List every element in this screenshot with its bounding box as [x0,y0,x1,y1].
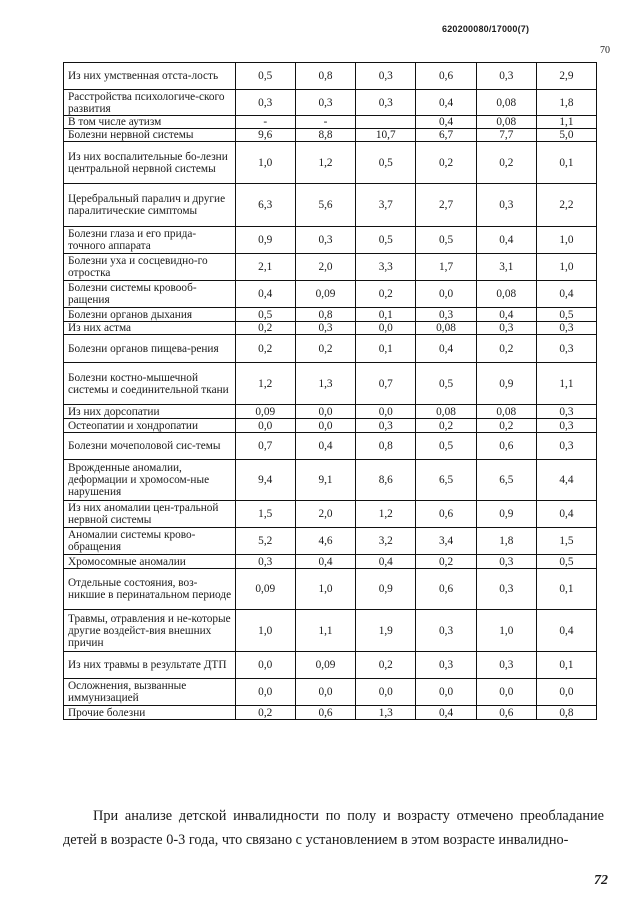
table-row [64,501,597,528]
row-value: 3,7 [356,184,416,227]
row-value: 0,0 [356,405,416,419]
row-value: 0,08 [476,116,536,129]
row-value: 0,08 [476,281,536,308]
row-value: 1,8 [476,528,536,555]
row-value: 8,8 [295,129,355,142]
row-value: 0,3 [416,308,476,322]
row-value: 0,0 [235,419,295,433]
row-value: 0,3 [476,569,536,610]
row-value: 0,3 [476,184,536,227]
row-value: 0,5 [356,227,416,254]
row-value: 2,9 [536,63,596,90]
row-value: 0,1 [536,569,596,610]
row-value: 0,0 [356,322,416,335]
row-value: 1,5 [235,501,295,528]
table-row [64,433,597,460]
row-value: 0,6 [476,433,536,460]
row-value: 0,0 [536,679,596,706]
row-value: 0,2 [476,142,536,184]
page-number: 70 [600,45,610,56]
row-value: 0,5 [416,433,476,460]
row-label: Хромосомные аномалии [64,555,236,569]
row-value: 6,7 [416,129,476,142]
row-value: 2,1 [235,254,295,281]
row-value: 0,2 [476,419,536,433]
row-value: 3,4 [416,528,476,555]
row-value: - [235,116,295,129]
row-label: Из них аномалии цен-тральной нервной системы [64,501,236,528]
row-value: 2,0 [295,254,355,281]
row-value: 9,1 [295,460,355,501]
row-value: 0,5 [416,363,476,405]
row-value: 0,3 [536,433,596,460]
row-label: Травмы, отравления и не-которые другие воздейст-вия внешних причин [64,610,236,652]
row-value: 0,3 [295,227,355,254]
table-row [64,129,597,142]
row-value: 0,4 [536,501,596,528]
row-value: 6,3 [235,184,295,227]
table-row [64,227,597,254]
row-value: 6,5 [416,460,476,501]
row-value: 0,08 [416,405,476,419]
row-value: 0,8 [295,308,355,322]
row-value: 0,3 [476,555,536,569]
row-value: 1,8 [536,90,596,116]
row-value: 2,7 [416,184,476,227]
table-row [64,528,597,555]
row-value: 0,5 [235,63,295,90]
row-value: 0,0 [416,679,476,706]
row-label: Из них травмы в результате ДТП [64,652,236,679]
row-value: 0,9 [476,363,536,405]
row-value: 5,2 [235,528,295,555]
table-row [64,569,597,610]
row-value: 0,1 [356,308,416,322]
row-value: 1,3 [356,706,416,720]
row-value: 1,2 [235,363,295,405]
row-value: 0,6 [476,706,536,720]
row-value: 0,3 [295,322,355,335]
row-value: 0,4 [536,281,596,308]
row-value: 3,1 [476,254,536,281]
row-label: Церебральный паралич и другие паралитические симптомы [64,184,236,227]
row-value: 0,4 [476,308,536,322]
row-value: 0,4 [235,281,295,308]
body-paragraph: При анализе детской инвалидности по полу и возрасту отмечено преобладание детей в возрасте 0-3 года, что связано с установлением в этом возрасте инвалидно- [63,808,604,848]
table-row [64,419,597,433]
row-value: 1,0 [536,254,596,281]
row-label: Из них дорсопатии [64,405,236,419]
row-label: Аномалии системы крово-обращения [64,528,236,555]
row-value: 0,1 [536,142,596,184]
row-label: Из них астма [64,322,236,335]
row-value: 0,3 [536,322,596,335]
row-value: 0,7 [356,363,416,405]
table-row [64,363,597,405]
row-value: 1,1 [536,116,596,129]
row-value: 0,4 [416,335,476,363]
table-row [64,116,597,129]
row-label: Отдельные состояния, воз-никшие в перинатальном периоде [64,569,236,610]
row-value: 0,2 [416,419,476,433]
row-value: 0,3 [235,90,295,116]
row-value: 0,2 [356,652,416,679]
row-value: 0,2 [416,555,476,569]
row-label: Болезни мочеполовой сис-темы [64,433,236,460]
row-value: 0,3 [536,419,596,433]
row-value: 0,4 [356,555,416,569]
row-value: 0,4 [476,227,536,254]
table-row [64,281,597,308]
row-value: 0,4 [416,90,476,116]
row-value: 0,4 [295,433,355,460]
row-value: 1,5 [536,528,596,555]
row-value: 1,3 [295,363,355,405]
row-value: 4,4 [536,460,596,501]
row-value: 0,0 [235,679,295,706]
row-value: 0,9 [476,501,536,528]
row-value: 0,9 [235,227,295,254]
row-value: 0,3 [356,419,416,433]
row-value: 0,4 [536,610,596,652]
row-value: 0,1 [536,652,596,679]
row-label: Болезни органов дыхания [64,308,236,322]
row-value: 0,4 [416,116,476,129]
table-body [64,63,597,720]
row-value [356,116,416,129]
row-label: Болезни органов пищева-рения [64,335,236,363]
row-value: 0,6 [416,501,476,528]
table-row [64,610,597,652]
row-label: Прочие болезни [64,706,236,720]
row-value: 0,9 [356,569,416,610]
row-value: 0,0 [295,679,355,706]
row-value: 0,6 [295,706,355,720]
row-value: 3,3 [356,254,416,281]
row-label: Врожденные аномалии, деформации и хромосом-ные нарушения [64,460,236,501]
row-value: 0,3 [295,90,355,116]
row-value: 10,7 [356,129,416,142]
table-row [64,90,597,116]
row-label: Остеопатии и хондропатии [64,419,236,433]
row-value: 0,2 [416,142,476,184]
row-value: 0,08 [476,90,536,116]
table-row [64,322,597,335]
row-value: 0,3 [476,63,536,90]
row-value: 1,7 [416,254,476,281]
row-value: 0,7 [235,433,295,460]
row-value: 0,3 [235,555,295,569]
row-value: 0,0 [235,652,295,679]
row-value: 1,2 [295,142,355,184]
row-value: 4,6 [295,528,355,555]
row-value: 0,3 [476,322,536,335]
row-value: 0,5 [536,308,596,322]
row-label: Болезни костно-мышечной системы и соединительной ткани [64,363,236,405]
row-value: 9,6 [235,129,295,142]
row-value: 0,8 [536,706,596,720]
row-value: 9,4 [235,460,295,501]
row-label: Осложнения, вызванные иммунизацией [64,679,236,706]
row-value: 1,0 [476,610,536,652]
disability-table [63,62,597,720]
table-row [64,405,597,419]
row-value: 0,5 [356,142,416,184]
row-label: Расстройства психологиче-ского развития [64,90,236,116]
row-value: 5,0 [536,129,596,142]
row-label: Болезни глаза и его прида-точного аппарата [64,227,236,254]
row-value: 0,0 [295,405,355,419]
row-value: 0,2 [235,335,295,363]
row-value: 1,2 [356,501,416,528]
row-value: 0,3 [416,652,476,679]
row-value: 1,0 [295,569,355,610]
row-value: 2,2 [536,184,596,227]
row-label: Из них умственная отста-лость [64,63,236,90]
row-value: 3,2 [356,528,416,555]
table-row [64,652,597,679]
row-value: 0,5 [416,227,476,254]
table-row [64,254,597,281]
row-label: Из них воспалительные бо-лезни центральной нервной системы [64,142,236,184]
table-row [64,184,597,227]
row-value: 2,0 [295,501,355,528]
row-value: 0,3 [356,90,416,116]
row-value: 0,6 [416,63,476,90]
row-value: 5,6 [295,184,355,227]
row-value: 1,1 [536,363,596,405]
row-value: 0,0 [416,281,476,308]
table-row [64,679,597,706]
handwritten-page-number: 72 [594,873,608,888]
row-label: Болезни уха и сосцевидно-го отростка [64,254,236,281]
row-value: 0,5 [536,555,596,569]
table-row [64,308,597,322]
table-row [64,335,597,363]
table-row [64,460,597,501]
table-row [64,706,597,720]
row-value: 0,09 [235,405,295,419]
row-value: 0,3 [416,610,476,652]
row-value: 0,0 [295,419,355,433]
row-value: 0,3 [536,335,596,363]
row-label: Болезни нервной системы [64,129,236,142]
table-row [64,142,597,184]
row-value: 1,9 [356,610,416,652]
row-value: 1,1 [295,610,355,652]
row-value: 0,4 [416,706,476,720]
row-value: - [295,116,355,129]
table-row [64,555,597,569]
row-value: 0,8 [295,63,355,90]
document-code: 620200080/17000(7) [442,24,530,34]
row-value: 0,08 [476,405,536,419]
row-value: 0,09 [235,569,295,610]
row-value: 0,2 [356,281,416,308]
row-value: 1,0 [235,142,295,184]
row-value: 0,8 [356,433,416,460]
row-value: 0,3 [356,63,416,90]
row-value: 0,2 [476,335,536,363]
row-value: 0,2 [235,322,295,335]
row-value: 0,5 [235,308,295,322]
row-value: 0,09 [295,281,355,308]
row-value: 0,0 [356,679,416,706]
row-value: 8,6 [356,460,416,501]
row-value: 0,09 [295,652,355,679]
row-label: В том числе аутизм [64,116,236,129]
row-value: 0,0 [476,679,536,706]
row-value: 7,7 [476,129,536,142]
row-value: 6,5 [476,460,536,501]
row-value: 0,2 [235,706,295,720]
row-label: Болезни системы кровооб-ращения [64,281,236,308]
row-value: 0,4 [295,555,355,569]
row-value: 0,3 [476,652,536,679]
row-value: 0,3 [536,405,596,419]
row-value: 1,0 [536,227,596,254]
row-value: 0,2 [295,335,355,363]
row-value: 0,08 [416,322,476,335]
row-value: 0,6 [416,569,476,610]
row-value: 1,0 [235,610,295,652]
row-value: 0,1 [356,335,416,363]
table-row [64,63,597,90]
